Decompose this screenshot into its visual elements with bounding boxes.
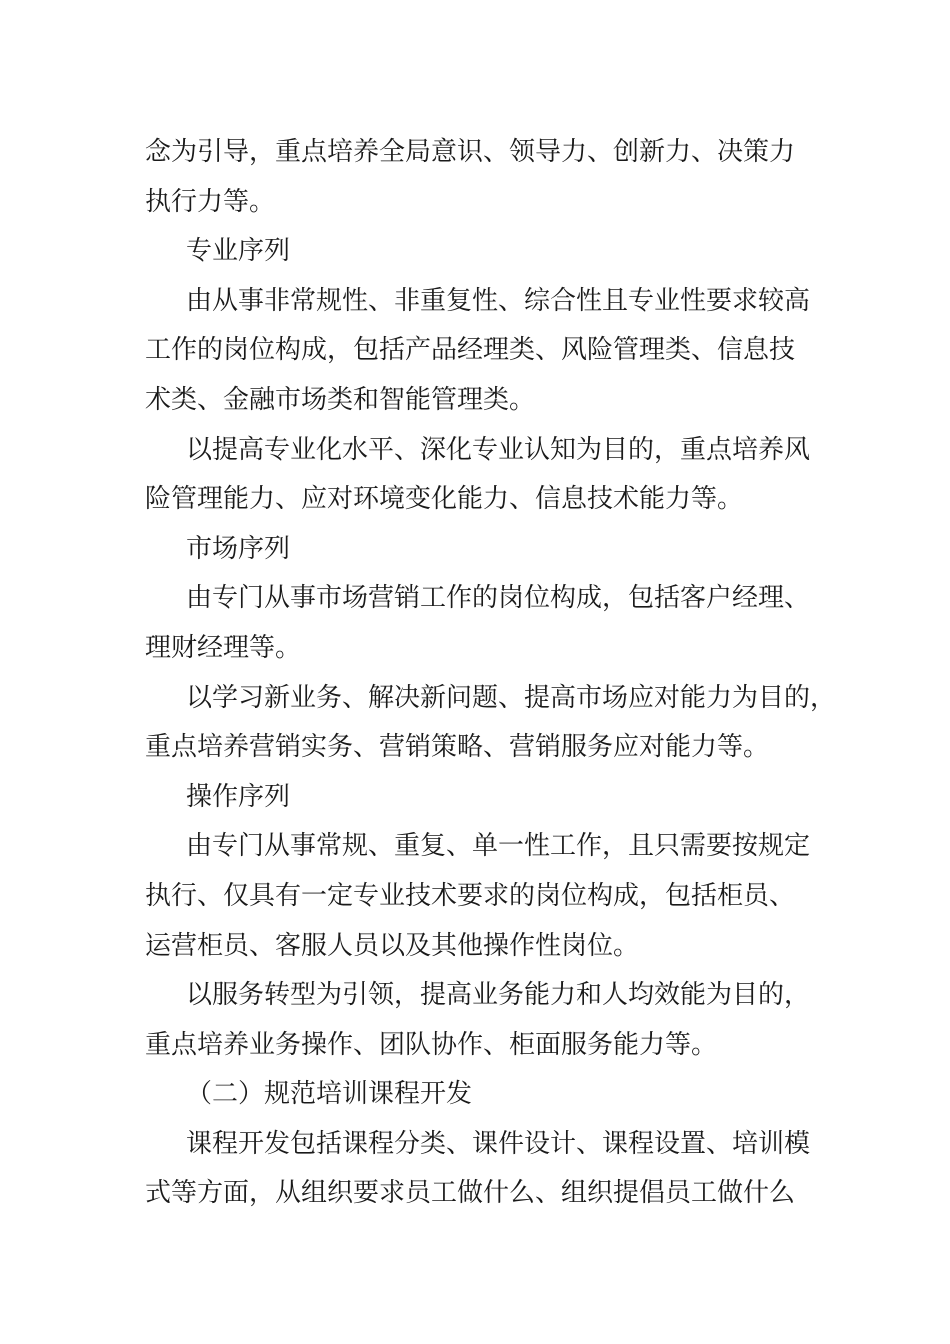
text-line: 以服务转型为引领，提高业务能力和人均效能为目的，: [186, 980, 811, 1011]
text-line: 重点培养业务操作、团队协作、柜面服务能力等。: [145, 1029, 718, 1060]
text-line: 课程开发包括课程分类、课件设计、课程设置、培训模: [186, 1128, 811, 1159]
text-line: 由从事非常规性、非重复性、综合性且专业性要求较高: [186, 285, 811, 316]
section-heading-course-development: （二）规范培训课程开发: [186, 1079, 473, 1110]
text-line: 由专门从事市场营销工作的岗位构成，包括客户经理、: [186, 583, 811, 614]
text-line: 由专门从事常规、重复、单一性工作，且只需要按规定: [186, 831, 811, 862]
text-line: 重点培养营销实务、营销策略、营销服务应对能力等。: [145, 732, 770, 763]
text-line: 念为引导，重点培养全局意识、领导力、创新力、决策力: [145, 137, 796, 167]
text-line: 运营柜员、客服人员以及其他操作性岗位。: [145, 930, 640, 961]
section-heading-professional: 专业序列: [186, 236, 291, 267]
section-heading-market: 市场序列: [186, 533, 291, 564]
text-line: 术类、金融市场类和智能管理类。: [145, 384, 536, 415]
text-line: 险管理能力、应对环境变化能力、信息技术能力等。: [145, 484, 744, 515]
text-line: 工作的岗位构成，包括产品经理类、风险管理类、信息技: [145, 335, 796, 366]
text-line: 以学习新业务、解决新问题、提高市场应对能力为目的，: [186, 682, 837, 713]
document-body: [145, 128, 837, 1219]
text-line: 以提高专业化水平、深化专业认知为目的，重点培养风: [186, 434, 811, 465]
text-line: 式等方面，从组织要求员工做什么、组织提倡员工做什么: [145, 1178, 796, 1209]
text-line: 理财经理等。: [145, 632, 302, 663]
section-heading-operation: 操作序列: [186, 781, 291, 812]
text-line: 执行、仅具有一定专业技术要求的岗位构成，包括柜员、: [145, 880, 796, 911]
text-line: 执行力等。: [145, 186, 276, 217]
